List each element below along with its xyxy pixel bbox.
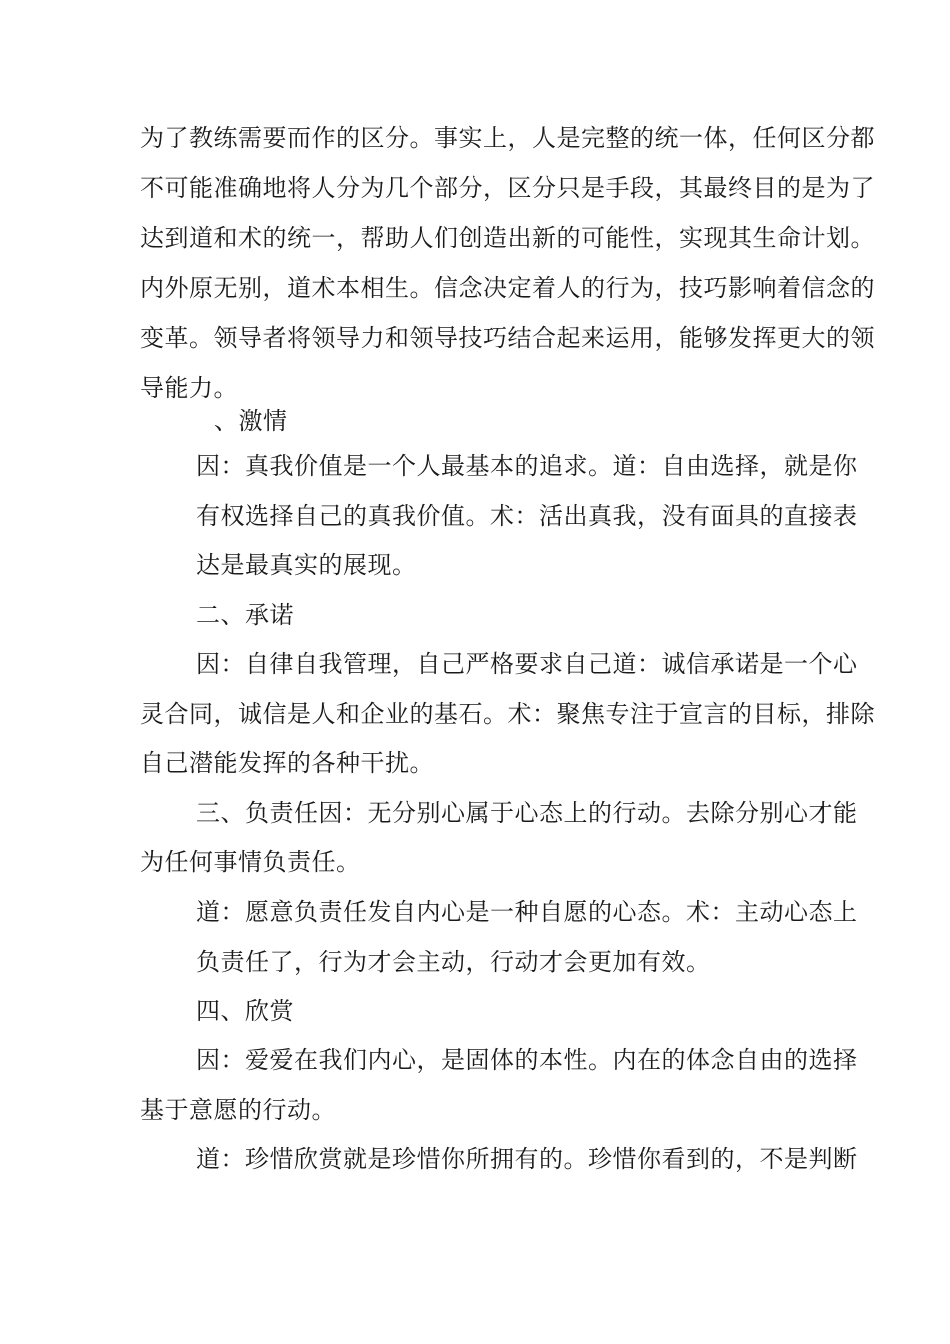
body-text-line: 自己潜能发挥的各种干扰。 <box>140 749 434 777</box>
body-text-line: 有权选择自己的真我价值。术：活出真我，没有面具的直接表 <box>196 502 858 530</box>
body-text-line: 达到道和术的统一，帮助人们创造出新的可能性，实现其生命计划。 <box>140 224 875 252</box>
body-text-line: 灵合同，诚信是人和企业的基石。术：聚焦专注于宣言的目标，排除 <box>140 700 875 728</box>
body-text-line: 不可能准确地将人分为几个部分，区分只是手段，其最终目的是为了 <box>140 174 875 202</box>
body-text-line: 负责任了，行为才会主动，行动才会更加有效。 <box>196 948 711 976</box>
body-text-line: 变革。领导者将领导力和领导技巧结合起来运用，能够发挥更大的领 <box>140 324 875 352</box>
section-heading-commitment: 二、承诺 <box>196 601 294 629</box>
body-text-line: 因：真我价值是一个人最基本的追求。道：自由选择，就是你 <box>196 452 858 480</box>
body-text-line: 达是最真实的展现。 <box>196 551 417 579</box>
body-text-line: 基于意愿的行动。 <box>140 1096 336 1124</box>
section-heading-responsibility: 三、负责任因：无分别心属于心态上的行动。去除分别心才能 <box>196 799 858 827</box>
body-text-line: 道：珍惜欣赏就是珍惜你所拥有的。珍惜你看到的，不是判断 <box>196 1145 858 1173</box>
body-text-line: 内外原无别，道术本相生。信念决定着人的行为，技巧影响着信念的 <box>140 274 875 302</box>
body-text-line: 因：自律自我管理，自己严格要求自己道：诚信承诺是一个心 <box>196 650 858 678</box>
body-text-line: 导能力。 <box>140 374 238 402</box>
section-heading-appreciation: 四、欣赏 <box>196 997 294 1025</box>
body-text-line: 因：爱爱在我们内心，是固体的本性。内在的体念自由的选择 <box>196 1046 858 1074</box>
body-text-line: 为了教练需要而作的区分。事实上，人是完整的统一体，任何区分都 <box>140 124 875 152</box>
body-text-line: 道：愿意负责任发自内心是一种自愿的心态。术：主动心态上 <box>196 898 858 926</box>
body-text-line: 为任何事情负责任。 <box>140 848 361 876</box>
section-heading-passion: 、激情 <box>214 407 288 435</box>
